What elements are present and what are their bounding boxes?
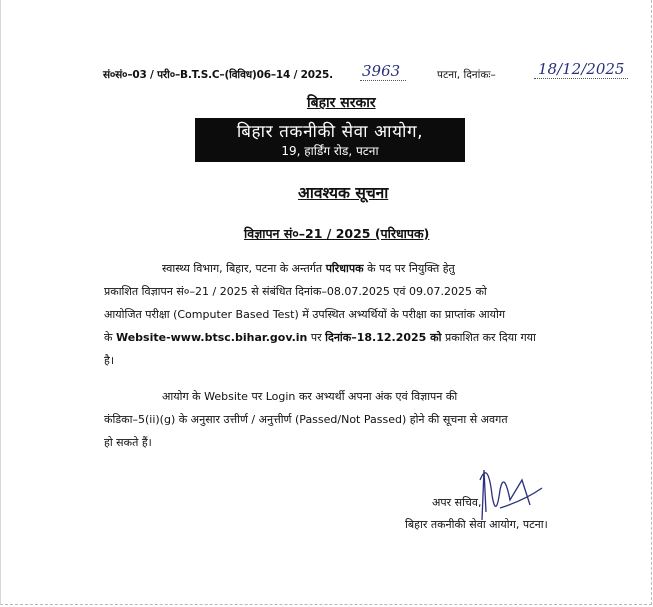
paragraph-1-line-1: स्वास्थ्य विभाग, बिहार, पटना के अन्तर्गत परिधापक के पद पर नियुक्ति हेतु xyxy=(162,262,455,275)
paragraph-2-line-1: आयोग के Website पर Login कर अभ्यर्थी अपना अंक एवं विज्ञापन की xyxy=(162,390,458,403)
reference-handwritten-number: 3963 xyxy=(360,62,406,81)
notice-title: आवश्यक सूचना xyxy=(298,184,389,202)
paragraph-1-line-3: आयोजित परीक्षा (Computer Based Test) में उपस्थित अभ्यर्थियों के परीक्षा का प्राप्तांक आयोग xyxy=(104,308,506,321)
commission-address: 19, हार्डिंग रोड, पटना xyxy=(281,144,379,158)
paragraph-2-line-3: हो सकते हैं। xyxy=(104,436,152,449)
reference-line xyxy=(103,60,625,86)
paragraph-2 xyxy=(104,385,597,454)
place-date-label: पटना, दिनांकः– xyxy=(437,69,496,81)
commission-name: बिहार तकनीकी सेवा आयोग, xyxy=(236,122,424,142)
commission-banner xyxy=(195,118,465,162)
paragraph-1-line-5: है। xyxy=(104,354,115,367)
paragraph-1-line-4: के Website-www.btsc.bihar.gov.in पर दिनांक–18.12.2025 को प्रकाशित कर दिया गया xyxy=(104,331,536,344)
government-heading: बिहार सरकार xyxy=(307,95,376,111)
advertisement-title: विज्ञापन सं०–21 / 2025 (परिधापक) xyxy=(244,226,430,241)
signatory-organization: बिहार तकनीकी सेवा आयोग, पटना। xyxy=(405,518,548,531)
reference-number: सं०सं०–03 / परी०–B.T.S.C–(विविध)06–14 / 2025. xyxy=(103,69,333,81)
paragraph-1 xyxy=(104,257,597,372)
signatory-title: अपर सचिव, xyxy=(432,496,482,509)
paragraph-2-line-2: कंडिका–5(ii)(g) के अनुसार उत्तीर्ण / अनुत्तीर्ण (Passed/Not Passed) होने की सूचना से अवगत xyxy=(104,413,508,426)
handwritten-date: 18/12/2025 xyxy=(534,60,628,79)
paragraph-1-line-2: प्रकाशित विज्ञापन सं०–21 / 2025 से संबंधित दिनांक–08.07.2025 एवं 09.07.2025 को xyxy=(104,285,487,298)
